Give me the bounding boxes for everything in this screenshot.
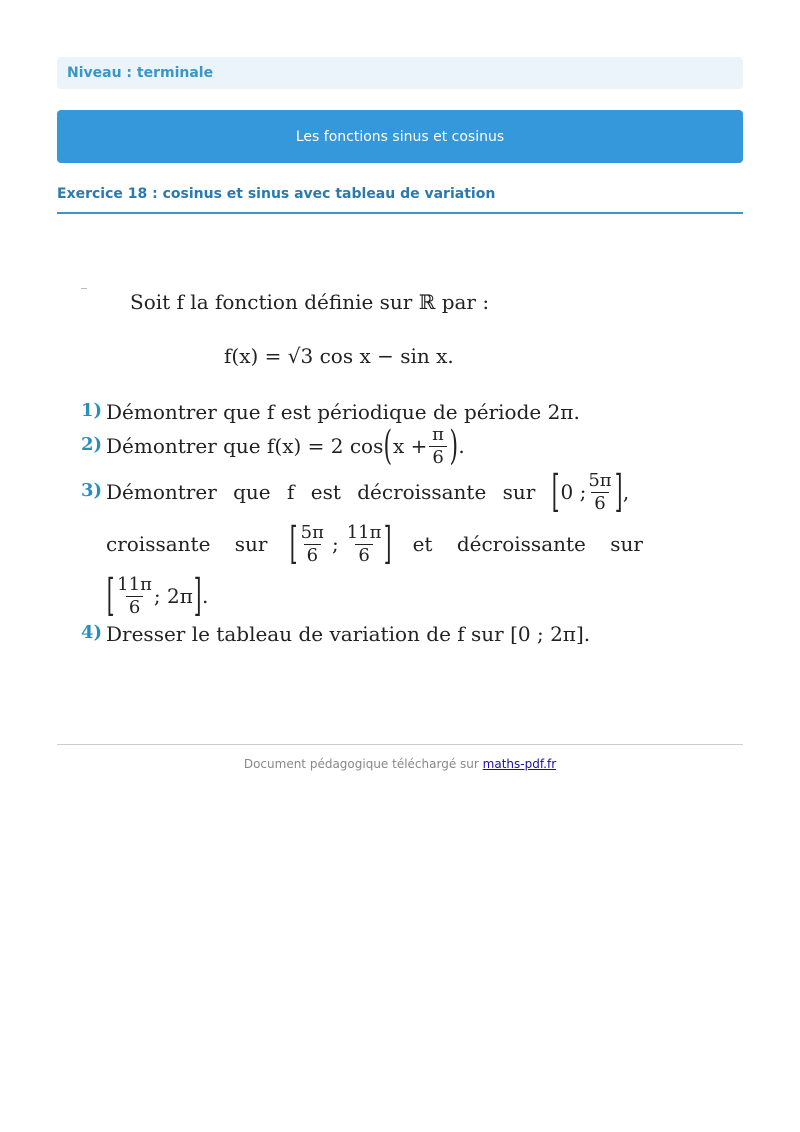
question-text: Démontrer que f(x) = 2 cos <box>106 434 384 458</box>
question-4 <box>78 622 590 646</box>
exercise-statement <box>78 280 643 660</box>
question-2: 2) Démontrer que f(x) = 2 cos ( x + $\frac{\pi}{6}$ ) . <box>81 423 465 469</box>
fraction-5pi-over-6 <box>301 522 324 567</box>
question-number: 4) <box>81 622 103 643</box>
fraction-11pi-over-6 <box>117 574 152 619</box>
footer-divider <box>57 744 743 745</box>
formula-line <box>224 344 454 368</box>
fraction-11pi-over-6 <box>347 522 382 567</box>
numerator: 11π <box>346 521 382 543</box>
question-text: Démontrer que f est périodique de période 2π. <box>106 400 580 424</box>
exercise-title: Exercice 18 : cosinus et sinus avec tableau de variation <box>57 186 743 214</box>
question-number: 1) <box>81 400 103 421</box>
level-label: Niveau : terminale <box>67 65 214 81</box>
decorative-dash <box>81 288 87 289</box>
question-text: Dresser le tableau de variation de f sur [0 ; 2π]. <box>106 622 591 646</box>
question-text: Démontrer que f est décroissante sur <box>106 480 536 504</box>
intro-line <box>130 290 489 314</box>
interval-end: ; 2π <box>153 584 193 608</box>
paren-inner: x + <box>392 434 428 458</box>
text: croissante sur <box>106 532 268 556</box>
question-3-line-2: croissante sur [ $\frac{5\pi}{6}$ ; $\frac{11\pi}{6}$ ] et décroissante sur <box>106 518 643 569</box>
intro-text: Soit f la fonction définie sur ℝ par : <box>130 290 490 314</box>
interval-start: 0 ; <box>560 480 587 504</box>
close-paren: ) <box>449 423 458 469</box>
denominator: 6 <box>429 446 446 469</box>
fraction-pi-over-6 <box>429 424 446 469</box>
level-badge <box>57 57 743 89</box>
numerator: 5π <box>588 469 612 491</box>
open-paren: ( <box>383 423 393 469</box>
denominator: 6 <box>591 492 608 515</box>
chapter-banner <box>57 110 743 163</box>
denominator: 6 <box>126 596 143 619</box>
question-3-line-3: [ $\frac{11\pi}{6}$ ; 2π ] . <box>106 570 209 621</box>
numerator: 5π <box>300 521 324 543</box>
footer-text: Document pédagogique téléchargé sur <box>243 757 479 771</box>
text: et décroissante sur <box>412 532 643 556</box>
formula: f(x) = √3 cos x − sin x. <box>224 344 454 368</box>
question-1 <box>78 400 580 424</box>
denominator: 6 <box>355 544 372 567</box>
question-number: 2) <box>81 434 103 455</box>
footer-link[interactable]: maths-pdf.fr <box>482 757 557 771</box>
footer <box>57 757 743 771</box>
chapter-title: Les fonctions sinus et cosinus <box>295 128 505 145</box>
question-3: 3) Démontrer que f est décroissante sur [ 0 ; $\frac{5\pi}{6}$ ] , <box>81 466 630 517</box>
numerator: 11π <box>117 573 152 595</box>
question-number: 3) <box>81 480 103 501</box>
fraction-5pi-over-6 <box>588 470 611 515</box>
denominator: 6 <box>304 544 321 567</box>
separator: ; <box>331 532 339 556</box>
numerator: π <box>432 423 444 445</box>
